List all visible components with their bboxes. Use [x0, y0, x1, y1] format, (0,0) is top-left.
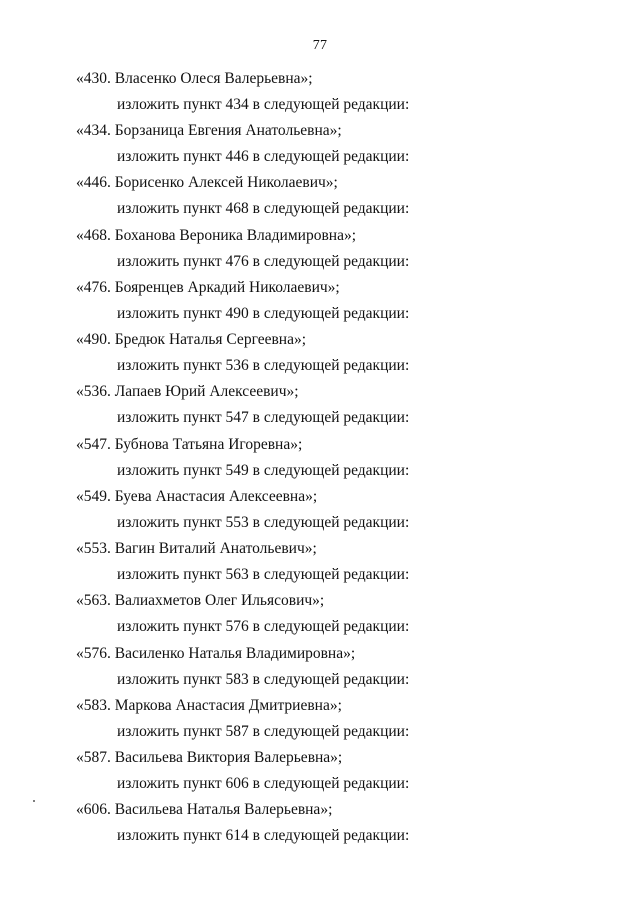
instruction-line: изложить пункт 614 в следующей редакции: — [117, 827, 410, 844]
entry-line: «549. Буева Анастасия Алексеевна»; — [76, 488, 318, 505]
entry-line: «476. Бояренцев Аркадий Николаевич»; — [76, 279, 340, 296]
instruction-line: изложить пункт 446 в следующей редакции: — [117, 148, 410, 165]
entry-line: «587. Васильева Виктория Валерьевна»; — [76, 749, 343, 766]
instruction-line: изложить пункт 606 в следующей редакции: — [117, 775, 410, 792]
entry-line: «547. Бубнова Татьяна Игоревна»; — [76, 436, 303, 453]
instruction-line: изложить пункт 576 в следующей редакции: — [117, 618, 410, 635]
entry-line: «563. Валиахметов Олег Ильясович»; — [76, 592, 325, 609]
instruction-line: изложить пункт 553 в следующей редакции: — [117, 514, 410, 531]
entry-line: «490. Бредюк Наталья Сергеевна»; — [76, 331, 307, 348]
instruction-line: изложить пункт 434 в следующей редакции: — [117, 96, 410, 113]
instruction-line: изложить пункт 536 в следующей редакции: — [117, 357, 410, 374]
instruction-line: изложить пункт 549 в следующей редакции: — [117, 462, 410, 479]
entry-line: «536. Лапаев Юрий Алексеевич»; — [76, 383, 299, 400]
instruction-line: изложить пункт 563 в следующей редакции: — [117, 566, 410, 583]
instruction-line: изложить пункт 476 в следующей редакции: — [117, 253, 410, 270]
entry-line: «553. Вагин Виталий Анатольевич»; — [76, 540, 317, 557]
entry-line: «430. Власенко Олеся Валерьевна»; — [76, 70, 313, 87]
entry-line: «434. Борзаница Евгения Анатольевна»; — [76, 122, 342, 139]
entry-line: «583. Маркова Анастасия Дмитриевна»; — [76, 697, 342, 714]
instruction-line: изложить пункт 583 в следующей редакции: — [117, 671, 410, 688]
instruction-line: изложить пункт 587 в следующей редакции: — [117, 723, 410, 740]
entry-line: «446. Борисенко Алексей Николаевич»; — [76, 174, 338, 191]
instruction-line: изложить пункт 468 в следующей редакции: — [117, 200, 410, 217]
instruction-line: изложить пункт 490 в следующей редакции: — [117, 305, 410, 322]
entry-line: «576. Василенко Наталья Владимировна»; — [76, 645, 356, 662]
scan-speck — [33, 800, 35, 802]
page-number: 77 — [312, 38, 328, 53]
instruction-line: изложить пункт 547 в следующей редакции: — [117, 409, 410, 426]
entry-line: «606. Васильева Наталья Валерьевна»; — [76, 801, 333, 818]
entry-line: «468. Боханова Вероника Владимировна»; — [76, 227, 356, 244]
